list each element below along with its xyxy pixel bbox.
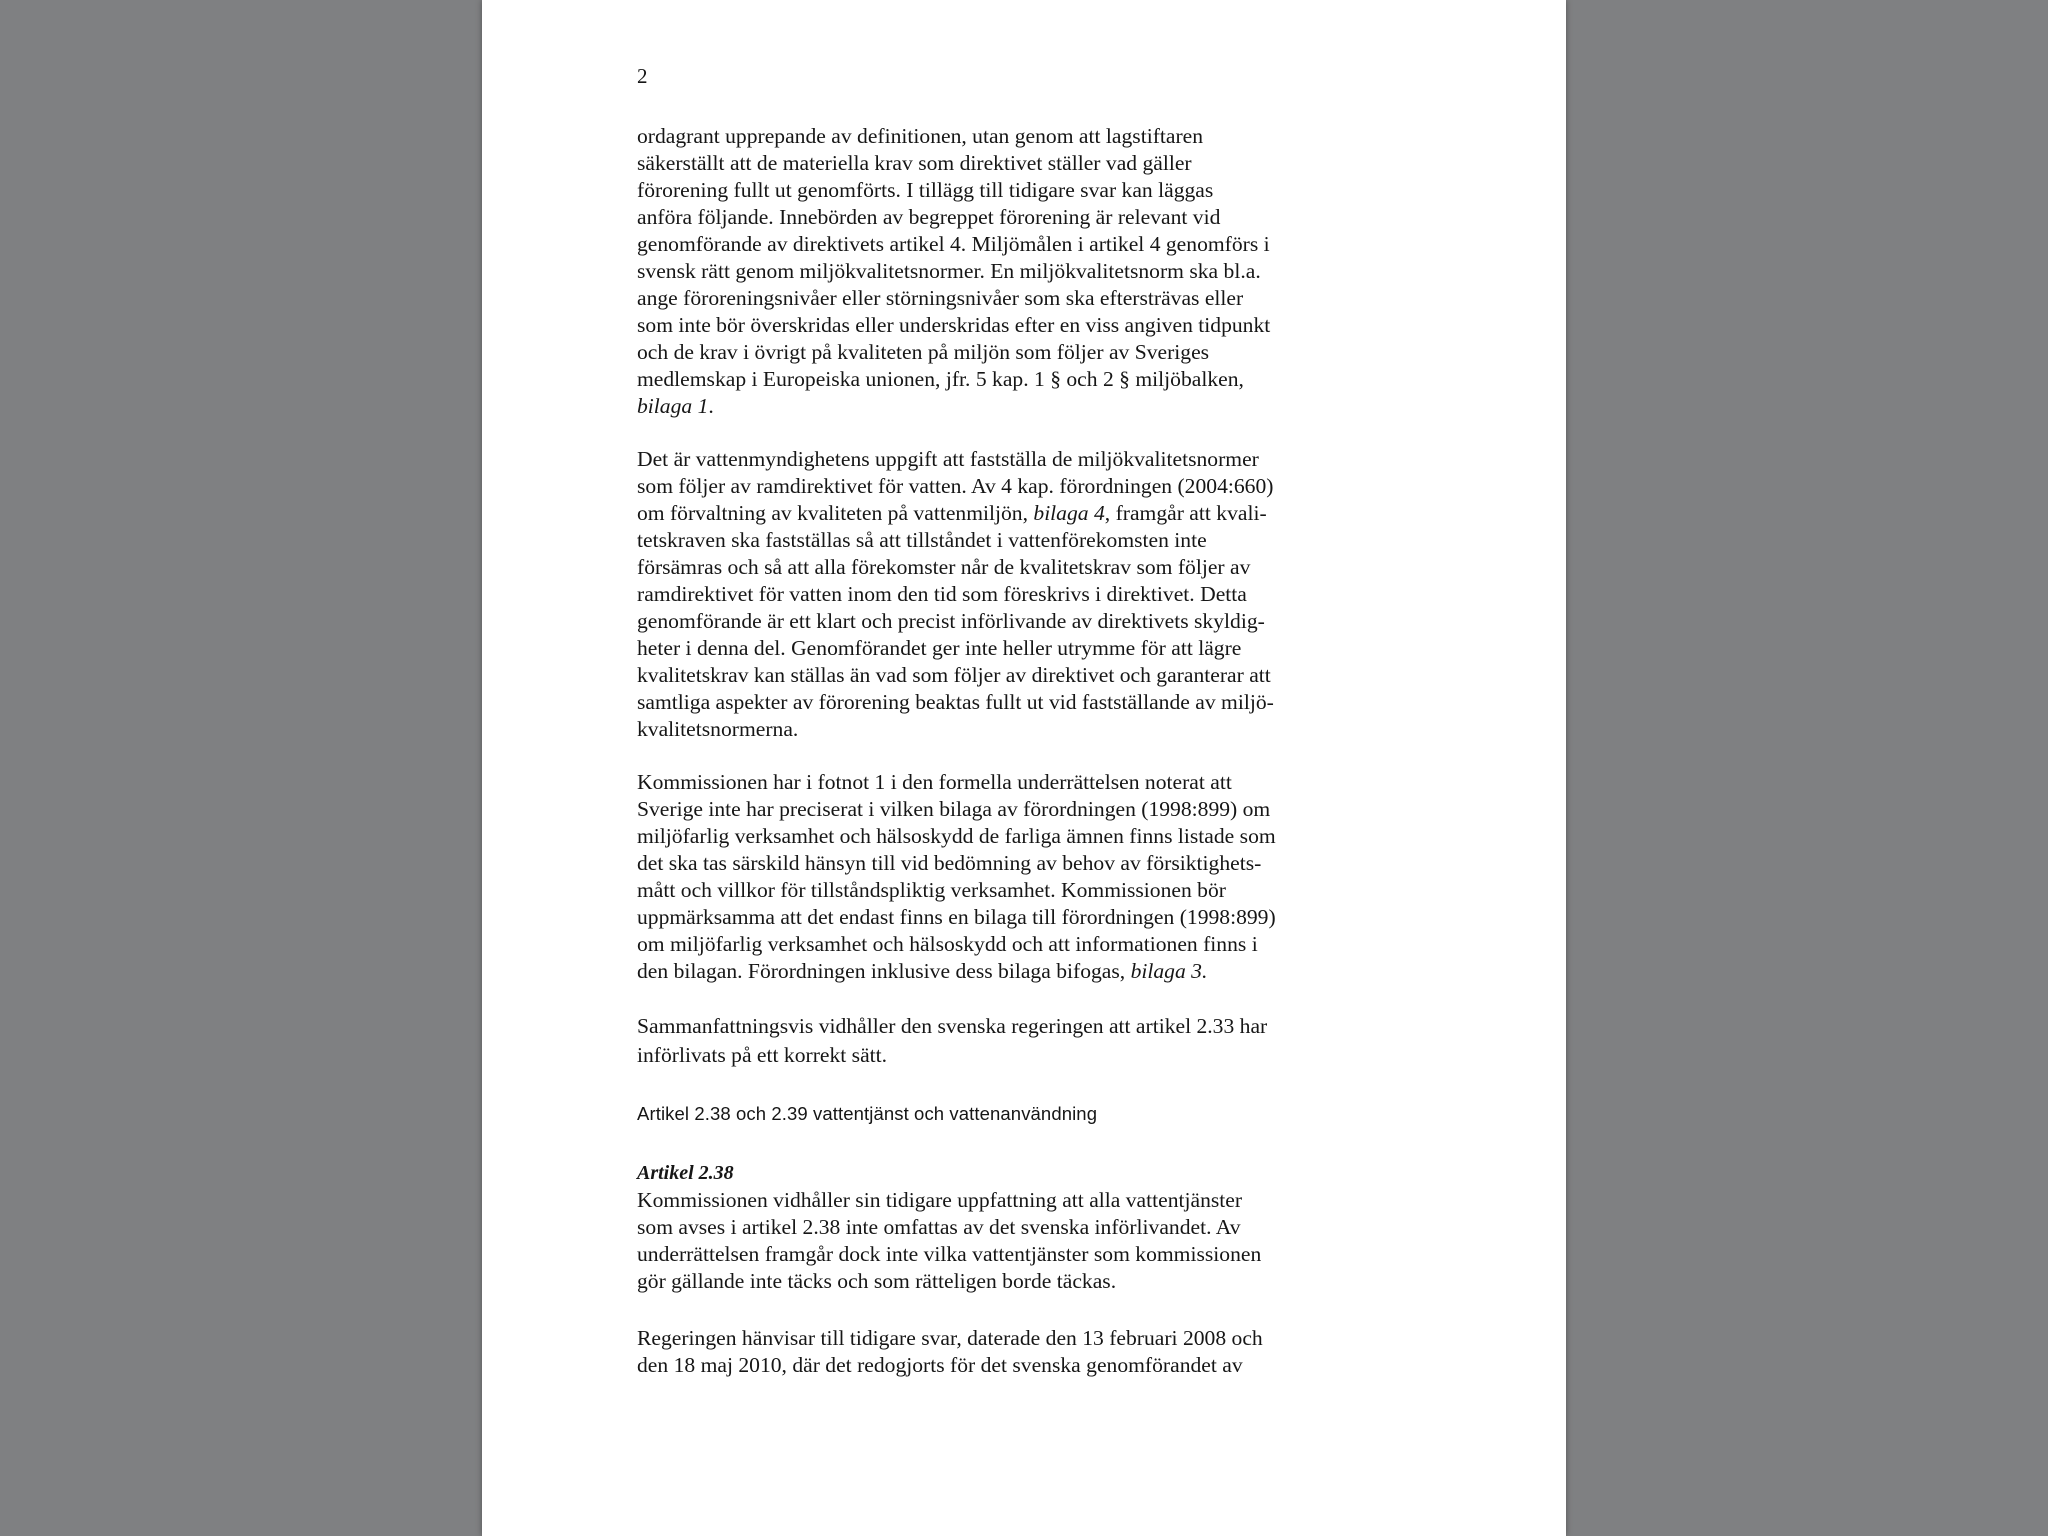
paragraph-2: Det är vattenmyndighetens uppgift att fastställa de miljökvalitetsnormer som följer av ramdirektivet för vatten. Av 4 kap. förordningen (2004:660) om förvaltning av kvaliteten på vattenmiljön, bilaga 4, framgår att kvali- tetskraven ska fastställas så att tillståndet i vattenförekomsten inte försämras och så att alla förekomster når de kvalitetskrav som följer av ramdirektivet för vatten inom den tid som föreskrivs i direktivet. Detta genomförande är ett klart och precist införlivande av direktivets skyldig- heter i denna del. Genomförandet ger inte heller utrymme för att lägre kvalitetskrav kan ställas än vad som följer av direktivet och garanterar att samtliga aspekter av förorening beaktas fullt ut vid fastställande av miljö- kvalitetsnormerna. [637, 447, 1274, 741]
paragraph-5: Kommissionen vidhåller sin tidigare uppfattning att alla vattentjänster som avses i artikel 2.38 inte omfattas av det svenska införlivandet. Av underrättelsen framgår dock inte vilka vattentjänster som kommissionen gör gällande inte täcks och som rätteligen borde täckas. [637, 1188, 1262, 1293]
section-heading: Artikel 2.38 och 2.39 vattentjänst och vattenanvändning [637, 1103, 1098, 1124]
bilaga-reference: bilaga 1 [637, 394, 709, 418]
paragraph-1: ordagrant upprepande av definitionen, utan genom att lagstiftaren säkerställt att de materiella krav som direktivet ställer vad gäller förorening fullt ut genomförts. I tillägg till tidigare svar kan läggas anföra följande. Innebörden av begreppet förorening är relevant vid genomförande av direktivets artikel 4. Miljömålen i artikel 4 genomförs i svensk rätt genom miljökvalitetsnormer. En miljökvalitetsnorm ska bl.a. ange föroreningsnivåer eller störningsnivåer som ska eftersträvas eller som inte bör överskridas eller underskridas efter en viss angiven tidpunkt och de krav i övrigt på kvaliteten på miljön som följer av Sveriges medlemskap i Europeiska unionen, jfr. 5 kap. 1 § och 2 § miljöbalken, bilaga 1. [637, 124, 1271, 418]
document-page [482, 0, 1566, 1536]
paragraph-6: Regeringen hänvisar till tidigare svar, daterade den 13 februari 2008 och den 18 maj 2010, där det redogjorts för det svenska genomförandet av [637, 1326, 1263, 1377]
page-number: 2 [637, 64, 648, 88]
paragraph-3: Kommissionen har i fotnot 1 i den formella underrättelsen noterat att Sverige inte har preciserat i vilken bilaga av förordningen (1998:899) om miljöfarlig verksamhet och hälsoskydd de farliga ämnen finns listade som det ska tas särskild hänsyn till vid bedömning av behov av försiktighets- mått och villkor för tillståndspliktig verksamhet. Kommissionen bör uppmärksamma att det endast finns en bilaga till förordningen (1998:899) om miljöfarlig verksamhet och hälsoskydd och att informationen finns i den bilagan. Förordningen inklusive dess bilaga bifogas, bilaga 3. [637, 770, 1276, 983]
subheading: Artikel 2.38 [637, 1162, 734, 1184]
bilaga-reference: bilaga 4 [1033, 501, 1105, 525]
paragraph-4: Sammanfattningsvis vidhåller den svenska regeringen att artikel 2.33 har införlivats på ett korrekt sätt. [637, 1014, 1268, 1067]
bilaga-reference: bilaga 3. [1130, 959, 1208, 983]
